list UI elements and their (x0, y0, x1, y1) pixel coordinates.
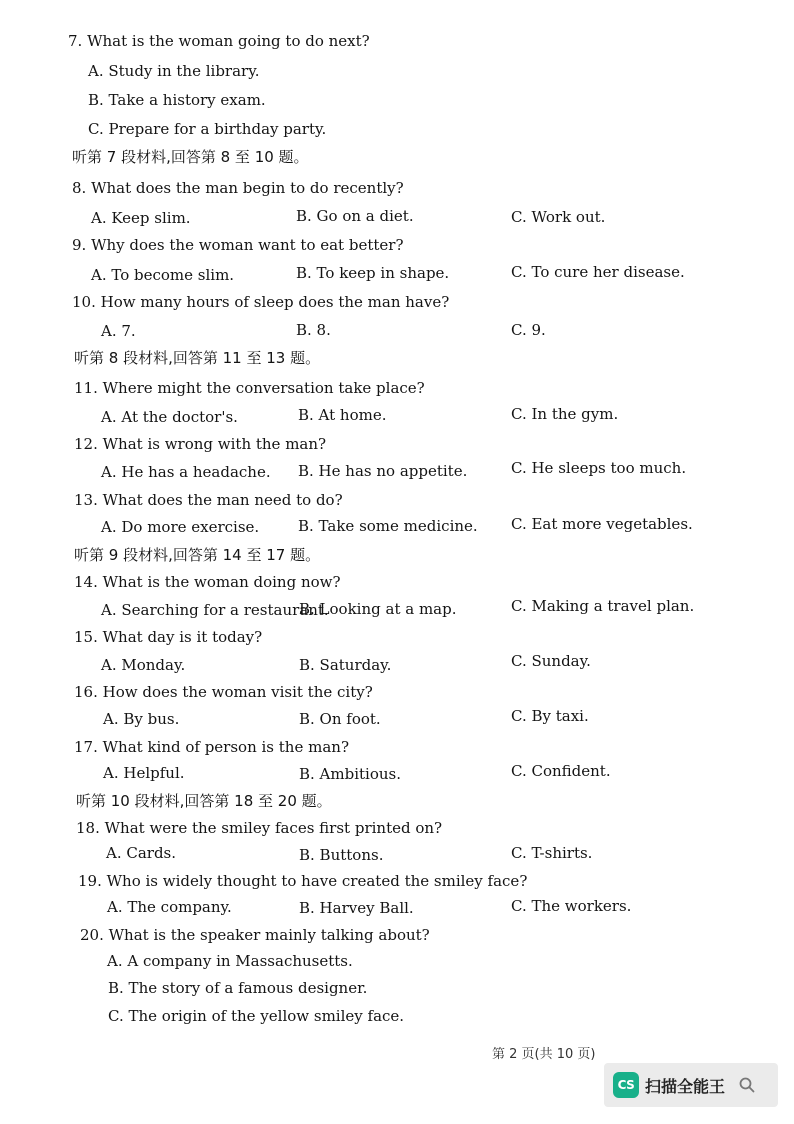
option-13c: C. Eat more vegetables. (511, 515, 693, 533)
option-8c: C. Work out. (511, 208, 606, 226)
question-17: 17. What kind of person is the man? (74, 738, 349, 756)
option-10b: B. 8. (296, 321, 331, 339)
option-15b: B. Saturday. (299, 656, 392, 674)
option-13b: B. Take some medicine. (298, 517, 478, 535)
question-8: 8. What does the man begin to do recently? (72, 179, 404, 197)
option-18c: C. T-shirts. (511, 844, 593, 862)
section-heading: 听第 7 段材料,回答第 8 至 10 题。 (72, 148, 309, 166)
option-17c: C. Confident. (511, 762, 611, 780)
question-20: 20. What is the speaker mainly talking about? (80, 926, 430, 944)
option-18b: B. Buttons. (299, 846, 384, 864)
option-9c: C. To cure her disease. (511, 263, 685, 281)
option-17a: A. Helpful. (103, 764, 185, 782)
option-8a: A. Keep slim. (91, 209, 191, 227)
watermark-label: 扫描全能王 (645, 1076, 726, 1096)
option-13a: A. Do more exercise. (101, 518, 260, 536)
question-11: 11. Where might the conversation take place? (74, 379, 425, 397)
question-18: 18. What were the smiley faces first printed on? (76, 819, 443, 837)
option-10c: C. 9. (511, 321, 546, 339)
option-9b: B. To keep in shape. (296, 264, 450, 282)
option-20a: A. A company in Massachusetts. (107, 952, 353, 970)
option-7a: A. Study in the library. (88, 62, 260, 80)
option-19a: A. The company. (107, 898, 232, 916)
question-15: 15. What day is it today? (74, 628, 263, 646)
option-14b: B. Looking at a map. (299, 600, 457, 618)
option-16a: A. By bus. (103, 710, 180, 728)
option-17b: B. Ambitious. (299, 765, 401, 783)
option-19c: C. The workers. (511, 897, 632, 915)
scanner-watermark[interactable] (604, 1063, 778, 1107)
option-15c: C. Sunday. (511, 652, 591, 670)
camscanner-logo-icon: CS (613, 1072, 639, 1098)
option-7b: B. Take a history exam. (88, 91, 266, 109)
option-9a: A. To become slim. (91, 266, 235, 284)
question-19: 19. Who is widely thought to have created the smiley face? (78, 872, 528, 890)
option-19b: B. Harvey Ball. (299, 899, 414, 917)
option-15a: A. Monday. (101, 656, 186, 674)
section-heading: 听第 9 段材料,回答第 14 至 17 题。 (74, 546, 321, 564)
option-7c: C. Prepare for a birthday party. (88, 120, 327, 138)
option-10a: A. 7. (101, 322, 136, 340)
question-16: 16. How does the woman visit the city? (74, 683, 373, 701)
option-12a: A. He has a headache. (101, 463, 271, 481)
question-14: 14. What is the woman doing now? (74, 573, 341, 591)
option-12b: B. He has no appetite. (298, 462, 468, 480)
page-footer: 第 2 页(共 10 页) (492, 1047, 596, 1062)
search-icon[interactable] (739, 1077, 755, 1093)
question-12: 12. What is wrong with the man? (74, 435, 327, 453)
question-10: 10. How many hours of sleep does the man have? (72, 293, 450, 311)
option-11a: A. At the doctor's. (101, 408, 238, 426)
option-11c: C. In the gym. (511, 405, 619, 423)
option-14a: A. Searching for a restaurant. (101, 601, 329, 619)
option-18a: A. Cards. (106, 844, 177, 862)
option-11b: B. At home. (298, 406, 387, 424)
section-heading: 听第 8 段材料,回答第 11 至 13 题。 (74, 349, 321, 367)
question-9: 9. Why does the woman want to eat better? (72, 236, 404, 254)
question-13: 13. What does the man need to do? (74, 491, 343, 509)
option-16c: C. By taxi. (511, 707, 589, 725)
option-20c: C. The origin of the yellow smiley face. (108, 1007, 405, 1025)
option-16b: B. On foot. (299, 710, 381, 728)
option-14c: C. Making a travel plan. (511, 597, 695, 615)
question-7: 7. What is the woman going to do next? (68, 32, 370, 50)
option-12c: C. He sleeps too much. (511, 459, 687, 477)
option-20b: B. The story of a famous designer. (108, 979, 368, 997)
section-heading: 听第 10 段材料,回答第 18 至 20 题。 (76, 792, 332, 810)
option-8b: B. Go on a diet. (296, 207, 414, 225)
